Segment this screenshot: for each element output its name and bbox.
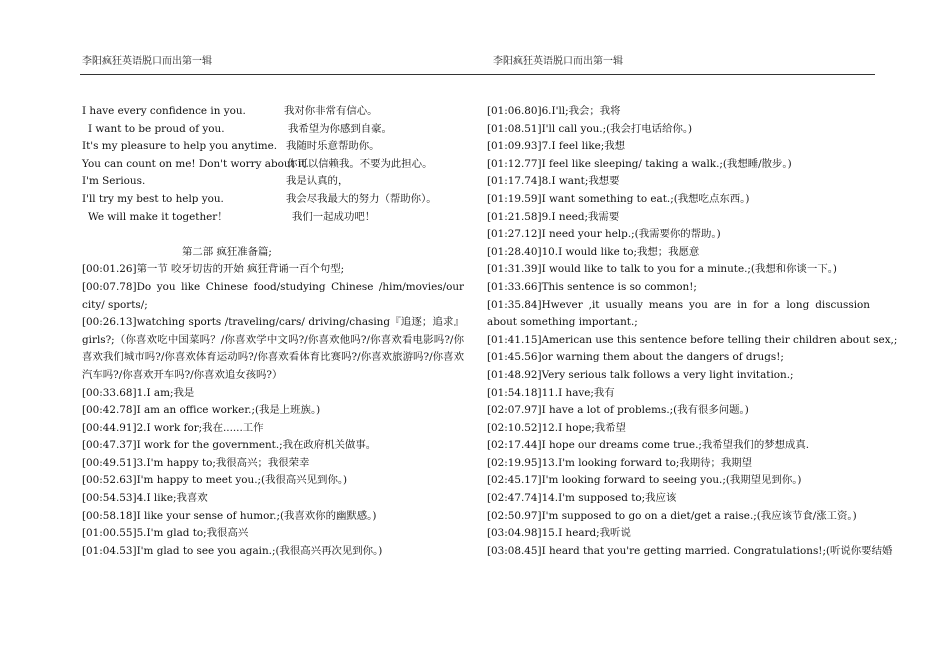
transcript-line: [00:42.78]I am an office worker.;(我是上班族。) [82, 404, 321, 417]
chinese-phrase: 我是认真的， [286, 175, 349, 188]
transcript-line: [00:44.91]2.I work for;我在......工作 [82, 421, 264, 434]
right-column [487, 103, 898, 560]
transcript-line: [01:08.51]I'll call you.;(我会打电话给你。) [487, 122, 693, 135]
transcript-line: [01:09.93]7.I feel like;我想 [487, 140, 626, 153]
english-phrase: I want to be proud of you. [88, 122, 225, 135]
english-phrase: It's my pleasure to help you anytime. [82, 140, 278, 153]
english-phrase: I'll try my best to help you. [82, 192, 224, 205]
chinese-phrase: 你可以信赖我。不要为此担心。 [287, 157, 433, 170]
transcript-line: [01:54.18]11.I have;我有 [487, 386, 615, 399]
transcript-line: [01:48.92]Very serious talk follows a very light invitation.; [487, 368, 794, 381]
transcript-line: [01:41.15]American use this sentence before telling their children about sex,; [487, 333, 898, 346]
transcript-line: [02:10.52]12.I hope;我希望 [487, 421, 626, 434]
blank-line [82, 226, 464, 244]
transcript-line: [02:19.95]13.I'm looking forward to;我期待；我期望 [487, 456, 753, 469]
transcript-line: [03:04.98]15.I heard;我听说 [487, 527, 631, 540]
english-phrase: You can count on me! Don't worry about it. [82, 157, 309, 170]
transcript-line: [01:33.66]This sentence is so common!; [487, 280, 697, 293]
transcript-line: [01:28.40]10.I would like to;我想；我愿意 [487, 245, 700, 258]
transcript-line: [01:00.55]5.I'm glad to;我很高兴 [82, 527, 249, 540]
transcript-line: [01:06.80]6.I'll;我会；我将 [487, 105, 621, 117]
transcript-line: [00:47.37]I work for the government.;我在政府机关做事。 [82, 439, 377, 452]
transcript-line: [01:21.58]9.I need;我需要 [487, 210, 620, 223]
phrase-pair [82, 121, 464, 139]
header-divider [80, 74, 875, 75]
transcript-line: [00:58.18]I like your sense of humor.;(我喜欢你的幽默感。) [82, 509, 377, 522]
transcript-line: [02:17.44]I hope our dreams come true.;我希望我们的梦想成真. [487, 439, 810, 452]
english-phrase: I'm Serious. [82, 175, 146, 188]
chinese-phrase: 我随时乐意帮助你。 [286, 140, 380, 153]
transcript-line: [01:31.39]I would like to talk to you for a minute.;(我想和你谈一下。) [487, 263, 837, 276]
english-phrase: I have every confidence in you. [82, 105, 246, 117]
phrase-pair [82, 173, 464, 191]
phrase-pair [82, 209, 464, 227]
transcript-line: [02:47.74]14.I'm supposed to;我应该 [487, 492, 677, 505]
chinese-phrase: 我会尽我最大的努力（帮助你）。 [286, 192, 437, 205]
english-phrase: We will make it together！ [88, 210, 228, 223]
chinese-phrase: 我们一起成功吧！ [292, 210, 376, 223]
transcript-line: [01:04.53]I'm glad to see you again.;(我很高兴再次见到你。) [82, 544, 383, 557]
page-header-right: 李阳疯狂英语脱口而出第一辑 [493, 56, 623, 67]
transcript-line: [00:01.26]第一节 咬牙切齿的开始 疯狂背诵一百个句型; [82, 263, 345, 276]
chinese-phrase: 我对你非常有信心。 [284, 105, 378, 117]
section-title: 第二部 疯狂准备篇; [182, 245, 272, 258]
transcript-line: [00:52.63]I'm happy to meet you.;(我很高兴见到你。) [82, 474, 348, 487]
transcript-paragraph: [00:07.78]Do you like Chinese food/studying Chinese /him/movies/our city/ sports/; [82, 280, 464, 311]
chinese-phrase: 我希望为你感到自豪。 [288, 122, 392, 135]
phrase-pair [82, 191, 464, 209]
transcript-line: [03:08.45]I heard that you're getting married. Congratulations!;(听说你要结婚 [487, 544, 893, 557]
transcript-line: [01:19.59]I want something to eat.;(我想吃点东西。) [487, 192, 750, 205]
phrase-pair [82, 103, 464, 121]
transcript-line: [01:17.74]8.I want;我想要 [487, 175, 620, 188]
transcript-line: [01:45.56]or warning them about the dangers of drugs!; [487, 351, 784, 364]
transcript-line: [02:07.97]I have a lot of problems.;(我有很多问题。) [487, 404, 749, 417]
phrase-pair [82, 156, 464, 174]
page-header-left: 李阳疯狂英语脱口而出第一辑 [82, 56, 212, 67]
left-column [82, 103, 464, 560]
phrase-pair [82, 138, 464, 156]
transcript-paragraph: [00:26.13]watching sports /traveling/cars/ driving/chasing『追逐；追求』girls?;（你喜欢吃中国菜吗？/你喜欢学中文吗?/你喜欢他吗?/你喜欢看电影吗?/你喜欢我们城市吗?/你喜欢体育运动吗?/你喜欢看体育比赛吗?/你喜欢旅游吗?/你喜欢汽车吗?/你喜欢开车吗?/你喜欢追女孩吗?） [82, 316, 464, 381]
transcript-line: [00:49.51]3.I'm happy to;我很高兴；我很荣幸 [82, 456, 310, 469]
transcript-paragraph: [01:35.84]Hwever ,it usually means you are in for a long discussion about something important.; [487, 298, 870, 329]
transcript-line: [00:33.68]1.I am;我是 [82, 386, 195, 399]
transcript-line: [00:54.53]4.I like;我喜欢 [82, 492, 208, 505]
transcript-line: [01:12.77]I feel like sleeping/ taking a walk.;(我想睡/散步。) [487, 157, 792, 170]
transcript-line: [01:27.12]I need your help.;(我需要你的帮助。) [487, 228, 721, 241]
transcript-line: [02:45.17]I'm looking forward to seeing you.;(我期望见到你。) [487, 474, 802, 487]
transcript-line: [02:50.97]I'm supposed to go on a diet/get a raise.;(我应该节食/涨工资。) [487, 509, 857, 522]
